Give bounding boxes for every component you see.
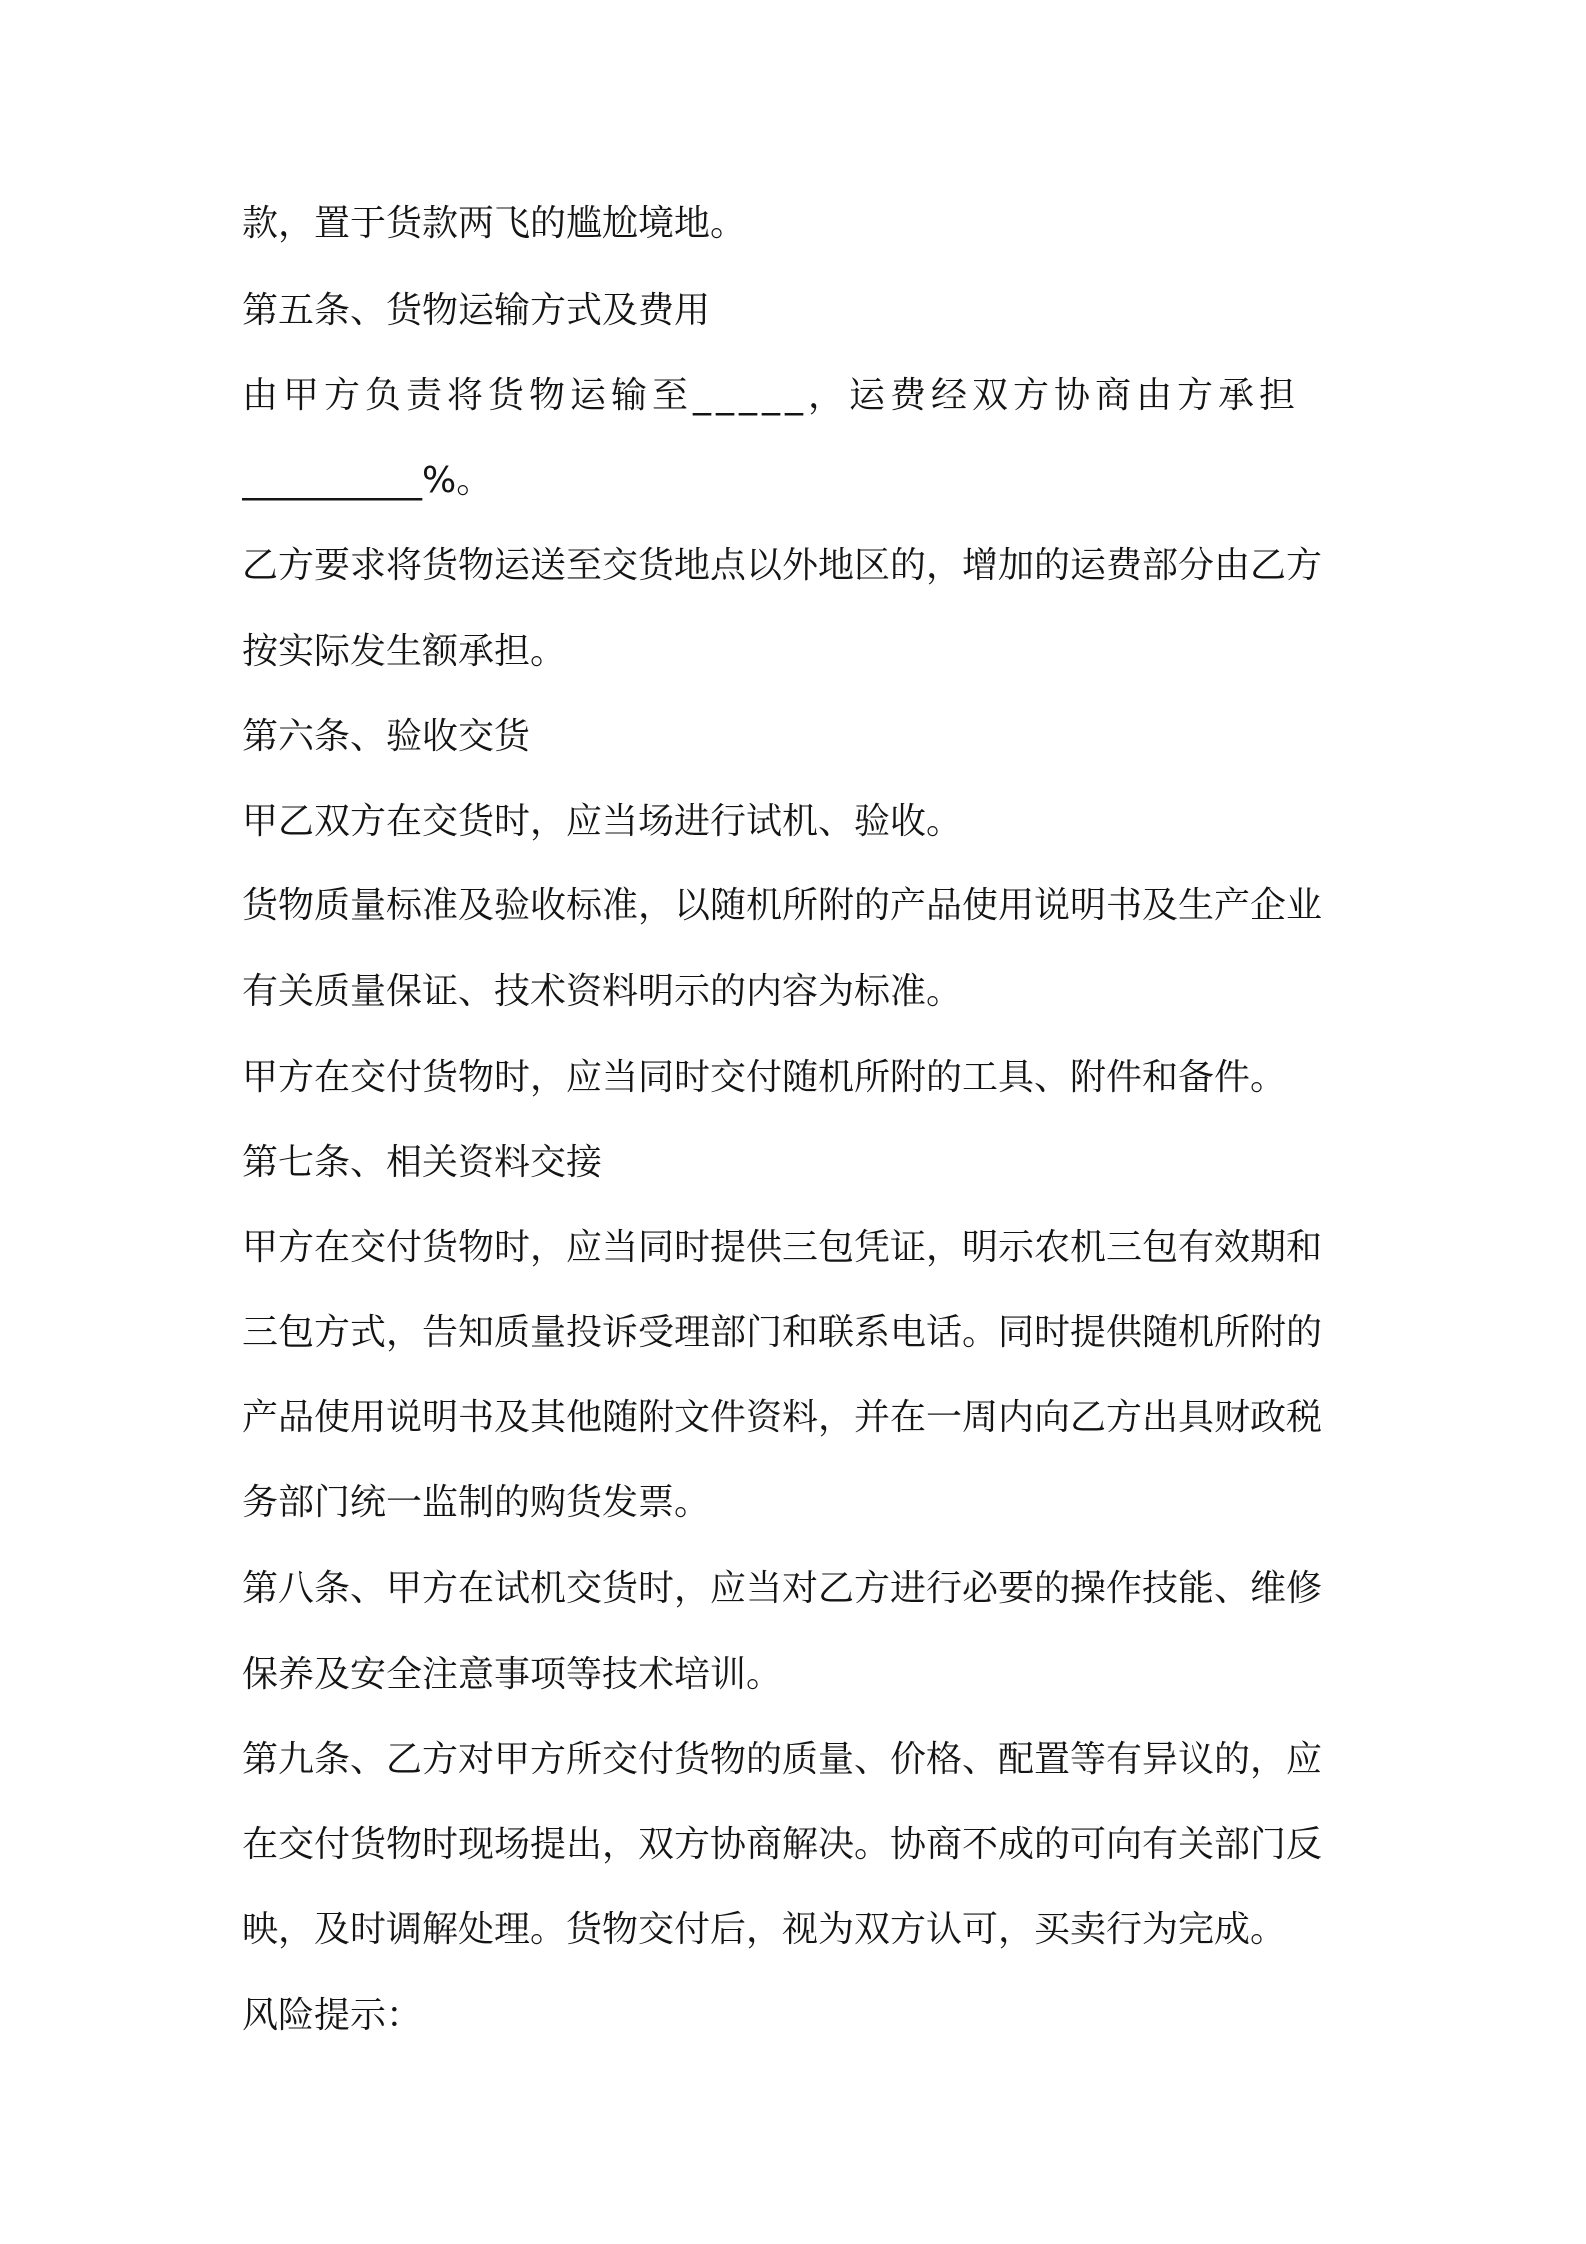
- paragraph-line: 甲方在交付货物时，应当同时交付随机所附的工具、附件和备件。: [242, 1057, 1287, 1098]
- paragraph-line: 款，置于货款两飞的尴尬境地。: [242, 203, 747, 244]
- section-heading-article-8: 第八条、甲方在试机交货时，应当对乙方进行必要的操作技能、维修: [242, 1568, 1323, 1609]
- paragraph-line: 在交付货物时现场提出，双方协商解决。协商不成的可向有关部门反: [242, 1824, 1323, 1865]
- paragraph-line: 务部门统一监制的购货发票。: [242, 1482, 711, 1523]
- paragraph-line: 有关质量保证、技术资料明示的内容为标准。: [242, 971, 963, 1012]
- paragraph-line: 甲方在交付货物时，应当同时提供三包凭证，明示农机三包有效期和: [242, 1227, 1323, 1268]
- paragraph-line: 由甲方负责将货物运输至_____，运费经双方协商由方承担: [242, 375, 1301, 416]
- section-heading-article-9: 第九条、乙方对甲方所交付货物的质量、价格、配置等有异议的，应: [242, 1739, 1323, 1780]
- paragraph-line: 货物质量标准及验收标准，以随机所附的产品使用说明书及生产企业: [242, 885, 1323, 926]
- section-heading-article-5: 第五条、货物运输方式及费用: [242, 290, 711, 331]
- paragraph-line: 乙方要求将货物运送至交货地点以外地区的，增加的运费部分由乙方: [242, 545, 1323, 586]
- paragraph-line: 按实际发生额承担。: [242, 631, 567, 672]
- paragraph-line: 保养及安全注意事项等技术培训。: [242, 1654, 783, 1695]
- section-heading-article-7: 第七条、相关资料交接: [242, 1142, 603, 1183]
- risk-notice-heading: 风险提示：: [242, 1995, 423, 2036]
- paragraph-line: 三包方式，告知质量投诉受理部门和联系电话。同时提供随机所附的: [242, 1312, 1323, 1353]
- paragraph-line: 甲乙双方在交货时，应当场进行试机、验收。: [242, 801, 963, 842]
- paragraph-line: __________%。: [242, 460, 493, 501]
- paragraph-line: 映，及时调解处理。货物交付后，视为双方认可，买卖行为完成。: [242, 1909, 1287, 1950]
- section-heading-article-6: 第六条、验收交货: [242, 716, 531, 757]
- paragraph-line: 产品使用说明书及其他随附文件资料，并在一周内向乙方出具财政税: [242, 1397, 1323, 1438]
